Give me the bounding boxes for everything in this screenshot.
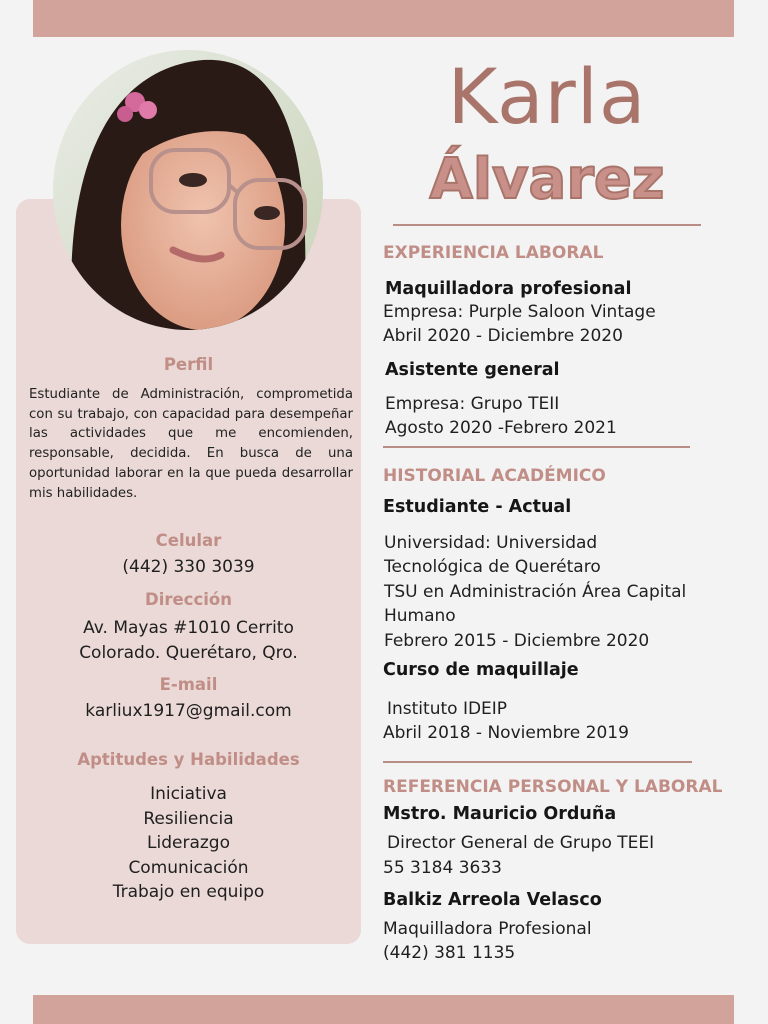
education-line: Universidad: Universidad — [384, 533, 598, 553]
name-divider — [393, 224, 701, 226]
education-divider — [383, 761, 692, 763]
education-line: Humano — [384, 606, 456, 626]
education-line: Tecnológica de Querétaro — [384, 557, 601, 577]
education-line: TSU en Administración Área Capital — [384, 582, 687, 602]
direccion-line-1: Av. Mayas #1010 Cerrito — [83, 618, 294, 638]
education-line: Abril 2018 - Noviembre 2019 — [383, 723, 629, 743]
experience-heading: EXPERIENCIA LABORAL — [383, 243, 604, 263]
education-line: Febrero 2015 - Diciembre 2020 — [384, 631, 650, 651]
reference-name-2: Balkiz Arreola Velasco — [383, 890, 602, 910]
profile-photo — [53, 50, 323, 330]
perfil-text: Estudiante de Administración, comprometida con su trabajo, con capacidad para desempeñar las actividades que me encomienden, responsable, decidida. En busca de una oportunidad laborar en la que pueda desarrollar mis habilidades. — [29, 387, 353, 501]
reference-role-1: Director General de Grupo TEEI — [387, 833, 655, 853]
education-role-1: Estudiante - Actual — [383, 497, 572, 517]
references-heading: REFERENCIA PERSONAL Y LABORAL — [383, 777, 723, 797]
experience-role-1: Maquilladora profesional — [385, 279, 632, 299]
last-name: Álvarez — [429, 147, 665, 212]
skills-heading: Aptitudes y Habilidades — [77, 750, 300, 769]
direccion-line-2: Colorado. Querétaro, Qro. — [79, 643, 298, 663]
experience-dates-1: Abril 2020 - Diciembre 2020 — [383, 326, 623, 346]
experience-divider — [383, 446, 690, 448]
first-name: Karla — [447, 52, 647, 141]
skill-item: Resiliencia — [143, 808, 234, 829]
experience-dates-2: Agosto 2020 -Febrero 2021 — [385, 418, 617, 438]
experience-company-2: Empresa: Grupo TEII — [385, 394, 560, 414]
education-line: Instituto IDEIP — [387, 699, 508, 719]
skill-item: Iniciativa — [150, 784, 227, 804]
education-heading: HISTORIAL ACADÉMICO — [383, 466, 606, 486]
email-value: karliux1917@gmail.com — [85, 701, 292, 721]
reference-role-2: Maquilladora Profesional — [383, 919, 592, 939]
direccion-heading: Dirección — [145, 590, 232, 609]
skill-item: Trabajo en equipo — [112, 882, 265, 902]
skill-item: Liderazgo — [147, 833, 230, 853]
education-role-2: Curso de maquillaje — [383, 660, 579, 680]
email-heading: E-mail — [159, 675, 218, 694]
celular-heading: Celular — [155, 531, 222, 550]
reference-phone-1: 55 3184 3633 — [383, 858, 502, 878]
experience-company-1: Empresa: Purple Saloon Vintage — [383, 302, 656, 322]
celular-value: (442) 330 3039 — [122, 557, 255, 577]
reference-phone-2: (442) 381 1135 — [383, 943, 516, 963]
skills-list — [16, 782, 361, 905]
top-band — [33, 0, 734, 37]
bottom-band — [33, 995, 734, 1024]
skill-item: Comunicación — [128, 857, 249, 878]
perfil-heading: Perfil — [163, 355, 214, 374]
reference-name-1: Mstro. Mauricio Orduña — [383, 804, 617, 824]
experience-role-2: Asistente general — [385, 360, 560, 380]
